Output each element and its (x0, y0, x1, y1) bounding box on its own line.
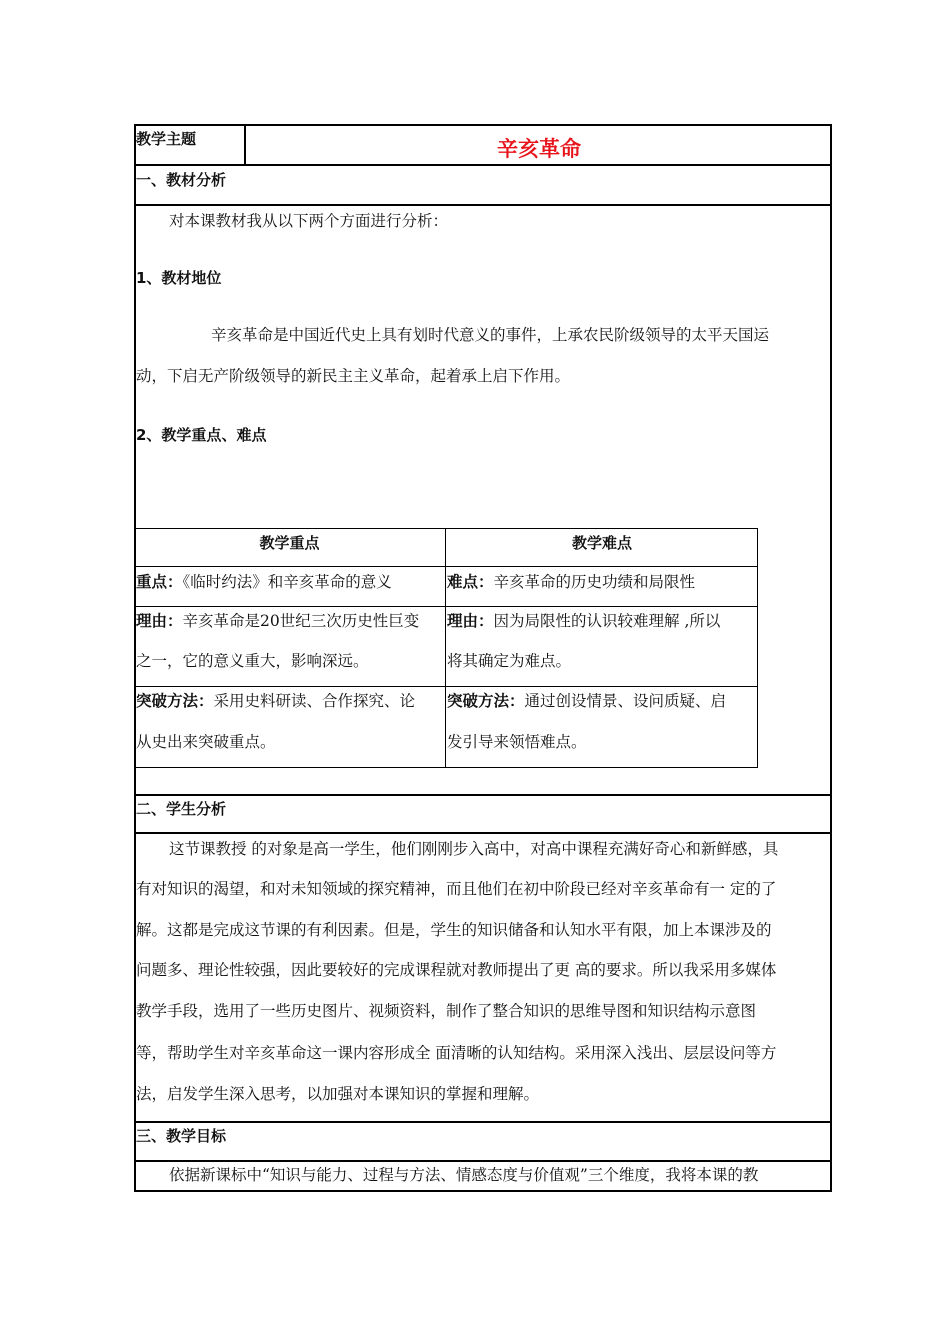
difficulty-cell-text: 因为局限性的认识较难理解 ,所以 (493, 612, 721, 630)
key-cell (136, 694, 415, 710)
row-divider (134, 1121, 832, 1123)
difficulty-cell-label: 理由： (447, 612, 494, 630)
sub1-heading: 1、教材地位 (136, 269, 222, 287)
section3-line: 依据新课标中“知识与能力、过程与方法、情感态度与价值观”三个维度，我将本课的教 (169, 1166, 759, 1184)
difficulty-cell (447, 575, 695, 591)
key-col2-header: 教学难点 (571, 534, 632, 552)
sub2-heading: 2、教学重点、难点 (136, 426, 267, 444)
key-table-row-divider (134, 686, 758, 687)
difficulty-cell-text: 将其确定为难点。 (447, 652, 572, 670)
key-cell-text: 采用史料研读、合作探究、论 (213, 692, 416, 710)
key-table-row-divider (134, 566, 758, 567)
row-divider (134, 832, 832, 834)
row-divider (134, 204, 832, 206)
difficulty-cell-label: 难点： (447, 573, 494, 591)
key-cell (136, 575, 392, 591)
section2-line: 法，启发学生深入思考，以加强对本课知识的掌握和理解。 (136, 1085, 540, 1103)
difficulty-cell-text: 通过创设情景、设问质疑、启 (524, 692, 727, 710)
row-divider (134, 1160, 832, 1162)
topic-label: 教学主题 (136, 130, 197, 148)
section2-line: 有对知识的渴望，和对未知领域的探究精神，而且他们在初中阶段已经对辛亥革命有一 定的了 (136, 880, 777, 898)
section1-heading: 一、教材分析 (136, 171, 227, 189)
key-cell (136, 614, 419, 630)
section2-line: 问题多、理论性较强，因此要较好的完成课程就对教师提出了更 高的要求。所以我采用多媒体 (136, 961, 777, 979)
sub1-line: 辛亥革命是中国近代史上具有划时代意义的事件，上承农民阶级领导的太平天国运 (211, 326, 770, 344)
section2-line: 解。这都是完成这节课的有利因素。但是，学生的知识储备和认知水平有限，加上本课涉及的 (136, 921, 772, 939)
key-cell-label: 重点： (136, 573, 183, 591)
key-col1-header: 教学重点 (259, 534, 320, 552)
key-table-row-divider (134, 606, 758, 607)
key-cell-text: 辛亥革命是20世纪三次历史性巨变 (182, 612, 420, 630)
section2-line: 等，帮助学生对辛亥革命这一课内容形成全 面清晰的认知结构。采用深入浅出、层层设问等方 (136, 1044, 777, 1062)
section1-intro: 对本课教材我从以下两个方面进行分析： (169, 212, 449, 230)
key-cell-text: 从史出来突破重点。 (136, 733, 276, 751)
section2-line: 这节课教授 的对象是高一学生，他们刚刚步入高中，对高中课程充满好奇心和新鲜感，具 (169, 840, 779, 858)
row-divider (134, 794, 832, 796)
section2-line: 教学手段，选用了一些历史图片、视频资料，制作了整合知识的思维导图和知识结构示意图 (136, 1002, 757, 1020)
sub1-line: 动，下启无产阶级领导的新民主主义革命，起着承上启下作用。 (136, 367, 571, 385)
difficulty-cell-label: 突破方法： (447, 692, 525, 710)
key-cell-text: 之一，它的意义重大，影响深远。 (136, 652, 369, 670)
key-cell-label: 突破方法： (136, 692, 214, 710)
section2-heading: 二、学生分析 (136, 800, 227, 818)
difficulty-cell-text: 辛亥革命的历史功绩和局限性 (493, 573, 696, 591)
row-divider (134, 164, 832, 166)
difficulty-cell (447, 614, 720, 630)
key-points-table (134, 528, 758, 768)
key-table-col-divider (445, 528, 446, 768)
key-cell-text: 《临时约法》和辛亥革命的意义 (182, 573, 392, 591)
difficulty-cell (447, 694, 726, 710)
topic-title: 辛亥革命 (497, 137, 581, 161)
key-cell-label: 理由： (136, 612, 183, 630)
section3-heading: 三、教学目标 (136, 1127, 227, 1145)
difficulty-cell-text: 发引导来领悟难点。 (447, 733, 587, 751)
